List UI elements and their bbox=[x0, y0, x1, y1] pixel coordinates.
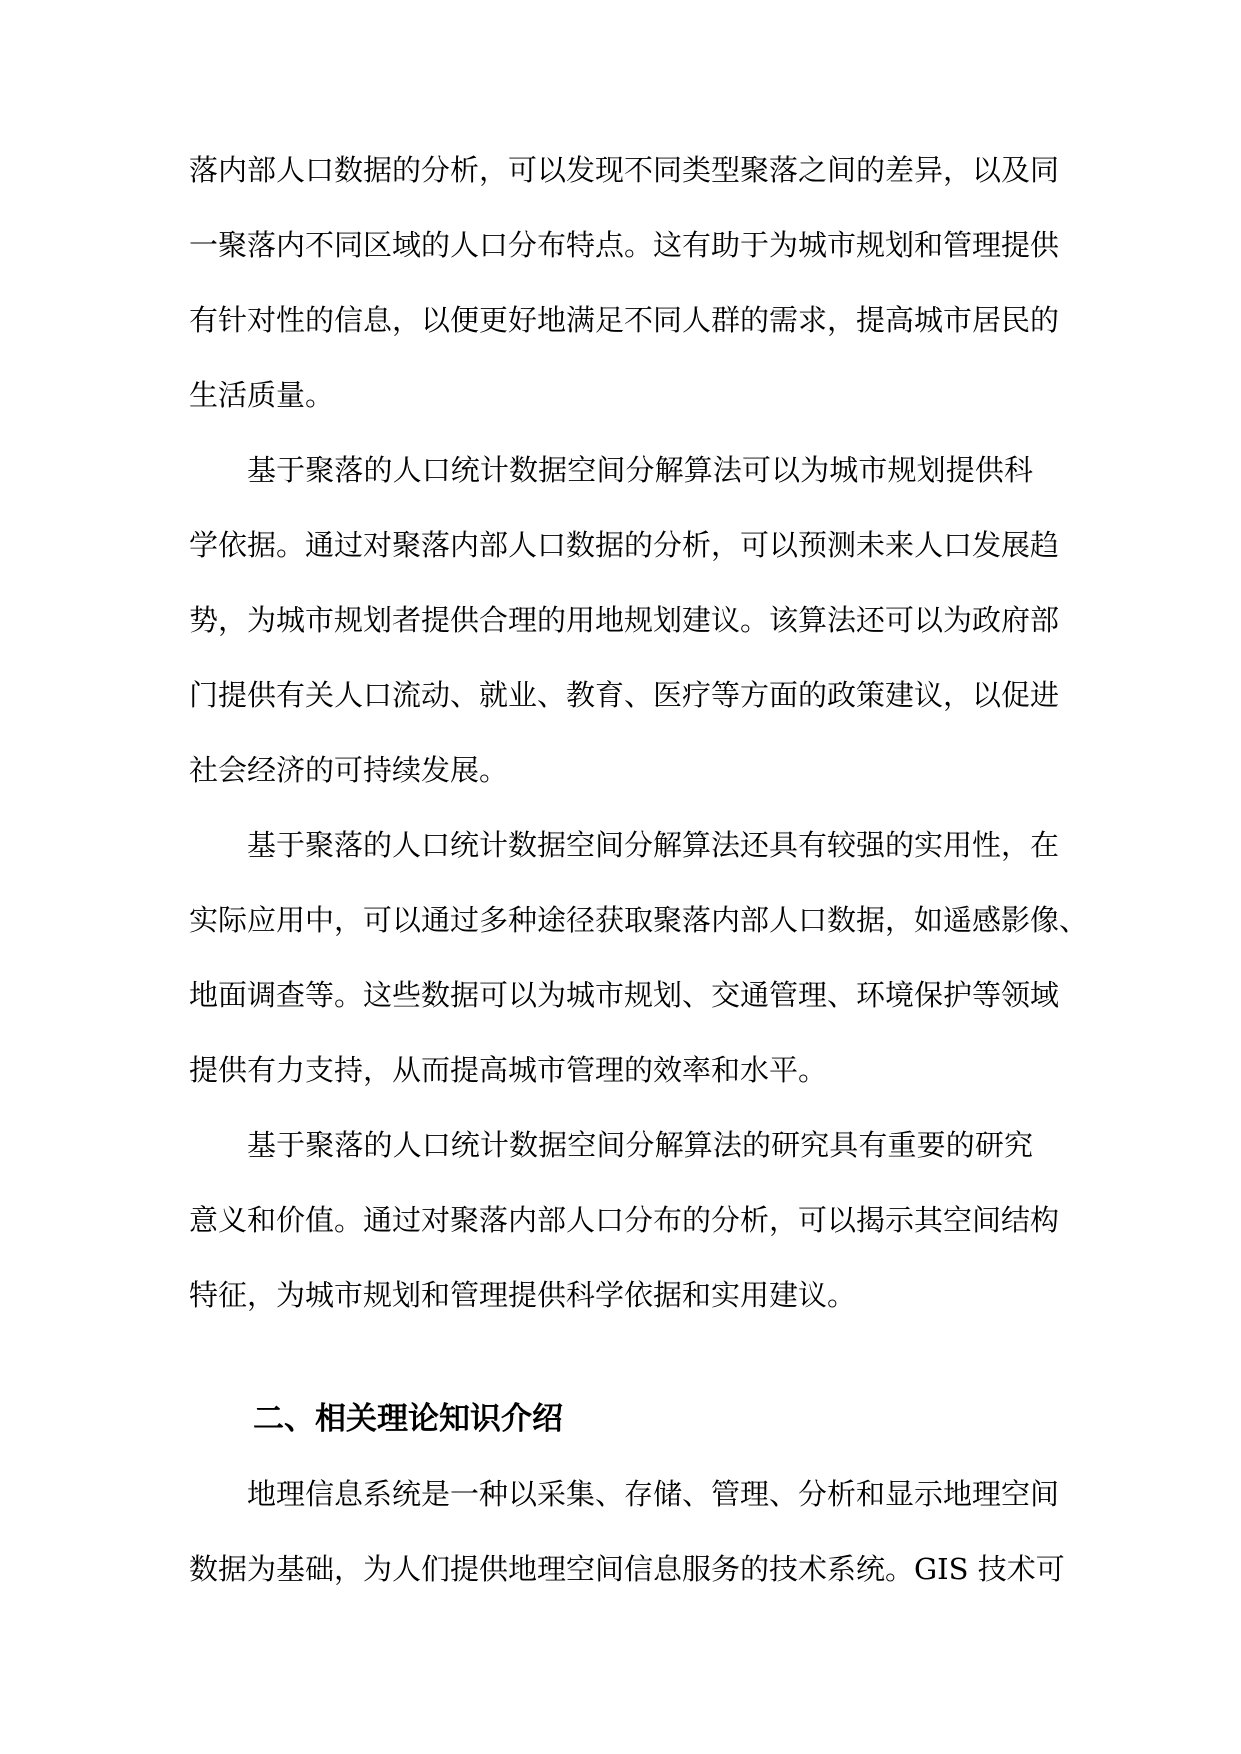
paragraph-1-line-4: 生活质量。 bbox=[189, 378, 335, 412]
section-heading: 二、相关理论知识介绍 bbox=[253, 1401, 563, 1437]
final-paragraph-line-2: 数据为基础，为人们提供地理空间信息服务的技术系统。GIS 技术可 bbox=[189, 1552, 1065, 1586]
paragraph-3-line-2: 实际应用中，可以通过多种途径获取聚落内部人口数据，如遥感影像、 bbox=[189, 903, 1089, 937]
paragraph-2-line-5: 社会经济的可持续发展。 bbox=[189, 753, 509, 787]
paragraph-2-line-4: 门提供有关人口流动、就业、教育、医疗等方面的政策建议，以促进 bbox=[189, 678, 1060, 712]
paragraph-2-line-3: 势，为城市规划者提供合理的用地规划建议。该算法还可以为政府部 bbox=[189, 603, 1060, 637]
paragraph-1-line-1: 落内部人口数据的分析，可以发现不同类型聚落之间的差异，以及同 bbox=[189, 153, 1060, 187]
paragraph-2-line-1: 基于聚落的人口统计数据空间分解算法可以为城市规划提供科 bbox=[247, 453, 1033, 487]
final-paragraph-line-1: 地理信息系统是一种以采集、存储、管理、分析和显示地理空间 bbox=[247, 1477, 1060, 1511]
paragraph-2-line-2: 学依据。通过对聚落内部人口数据的分析，可以预测未来人口发展趋 bbox=[189, 528, 1060, 562]
paragraph-4-line-2: 意义和价值。通过对聚落内部人口分布的分析，可以揭示其空间结构 bbox=[189, 1203, 1060, 1237]
paragraph-4-line-3: 特征，为城市规划和管理提供科学依据和实用建议。 bbox=[189, 1278, 857, 1312]
paragraph-3-line-3: 地面调查等。这些数据可以为城市规划、交通管理、环境保护等领域 bbox=[189, 978, 1060, 1012]
paragraph-3-line-4: 提供有力支持，从而提高城市管理的效率和水平。 bbox=[189, 1053, 828, 1087]
paragraph-1-line-3: 有针对性的信息，以便更好地满足不同人群的需求，提高城市居民的 bbox=[189, 303, 1060, 337]
paragraph-1-line-2: 一聚落内不同区域的人口分布特点。这有助于为城市规划和管理提供 bbox=[189, 228, 1060, 262]
paragraph-4-line-1: 基于聚落的人口统计数据空间分解算法的研究具有重要的研究 bbox=[247, 1128, 1033, 1162]
paragraph-3-line-1: 基于聚落的人口统计数据空间分解算法还具有较强的实用性，在 bbox=[247, 828, 1060, 862]
